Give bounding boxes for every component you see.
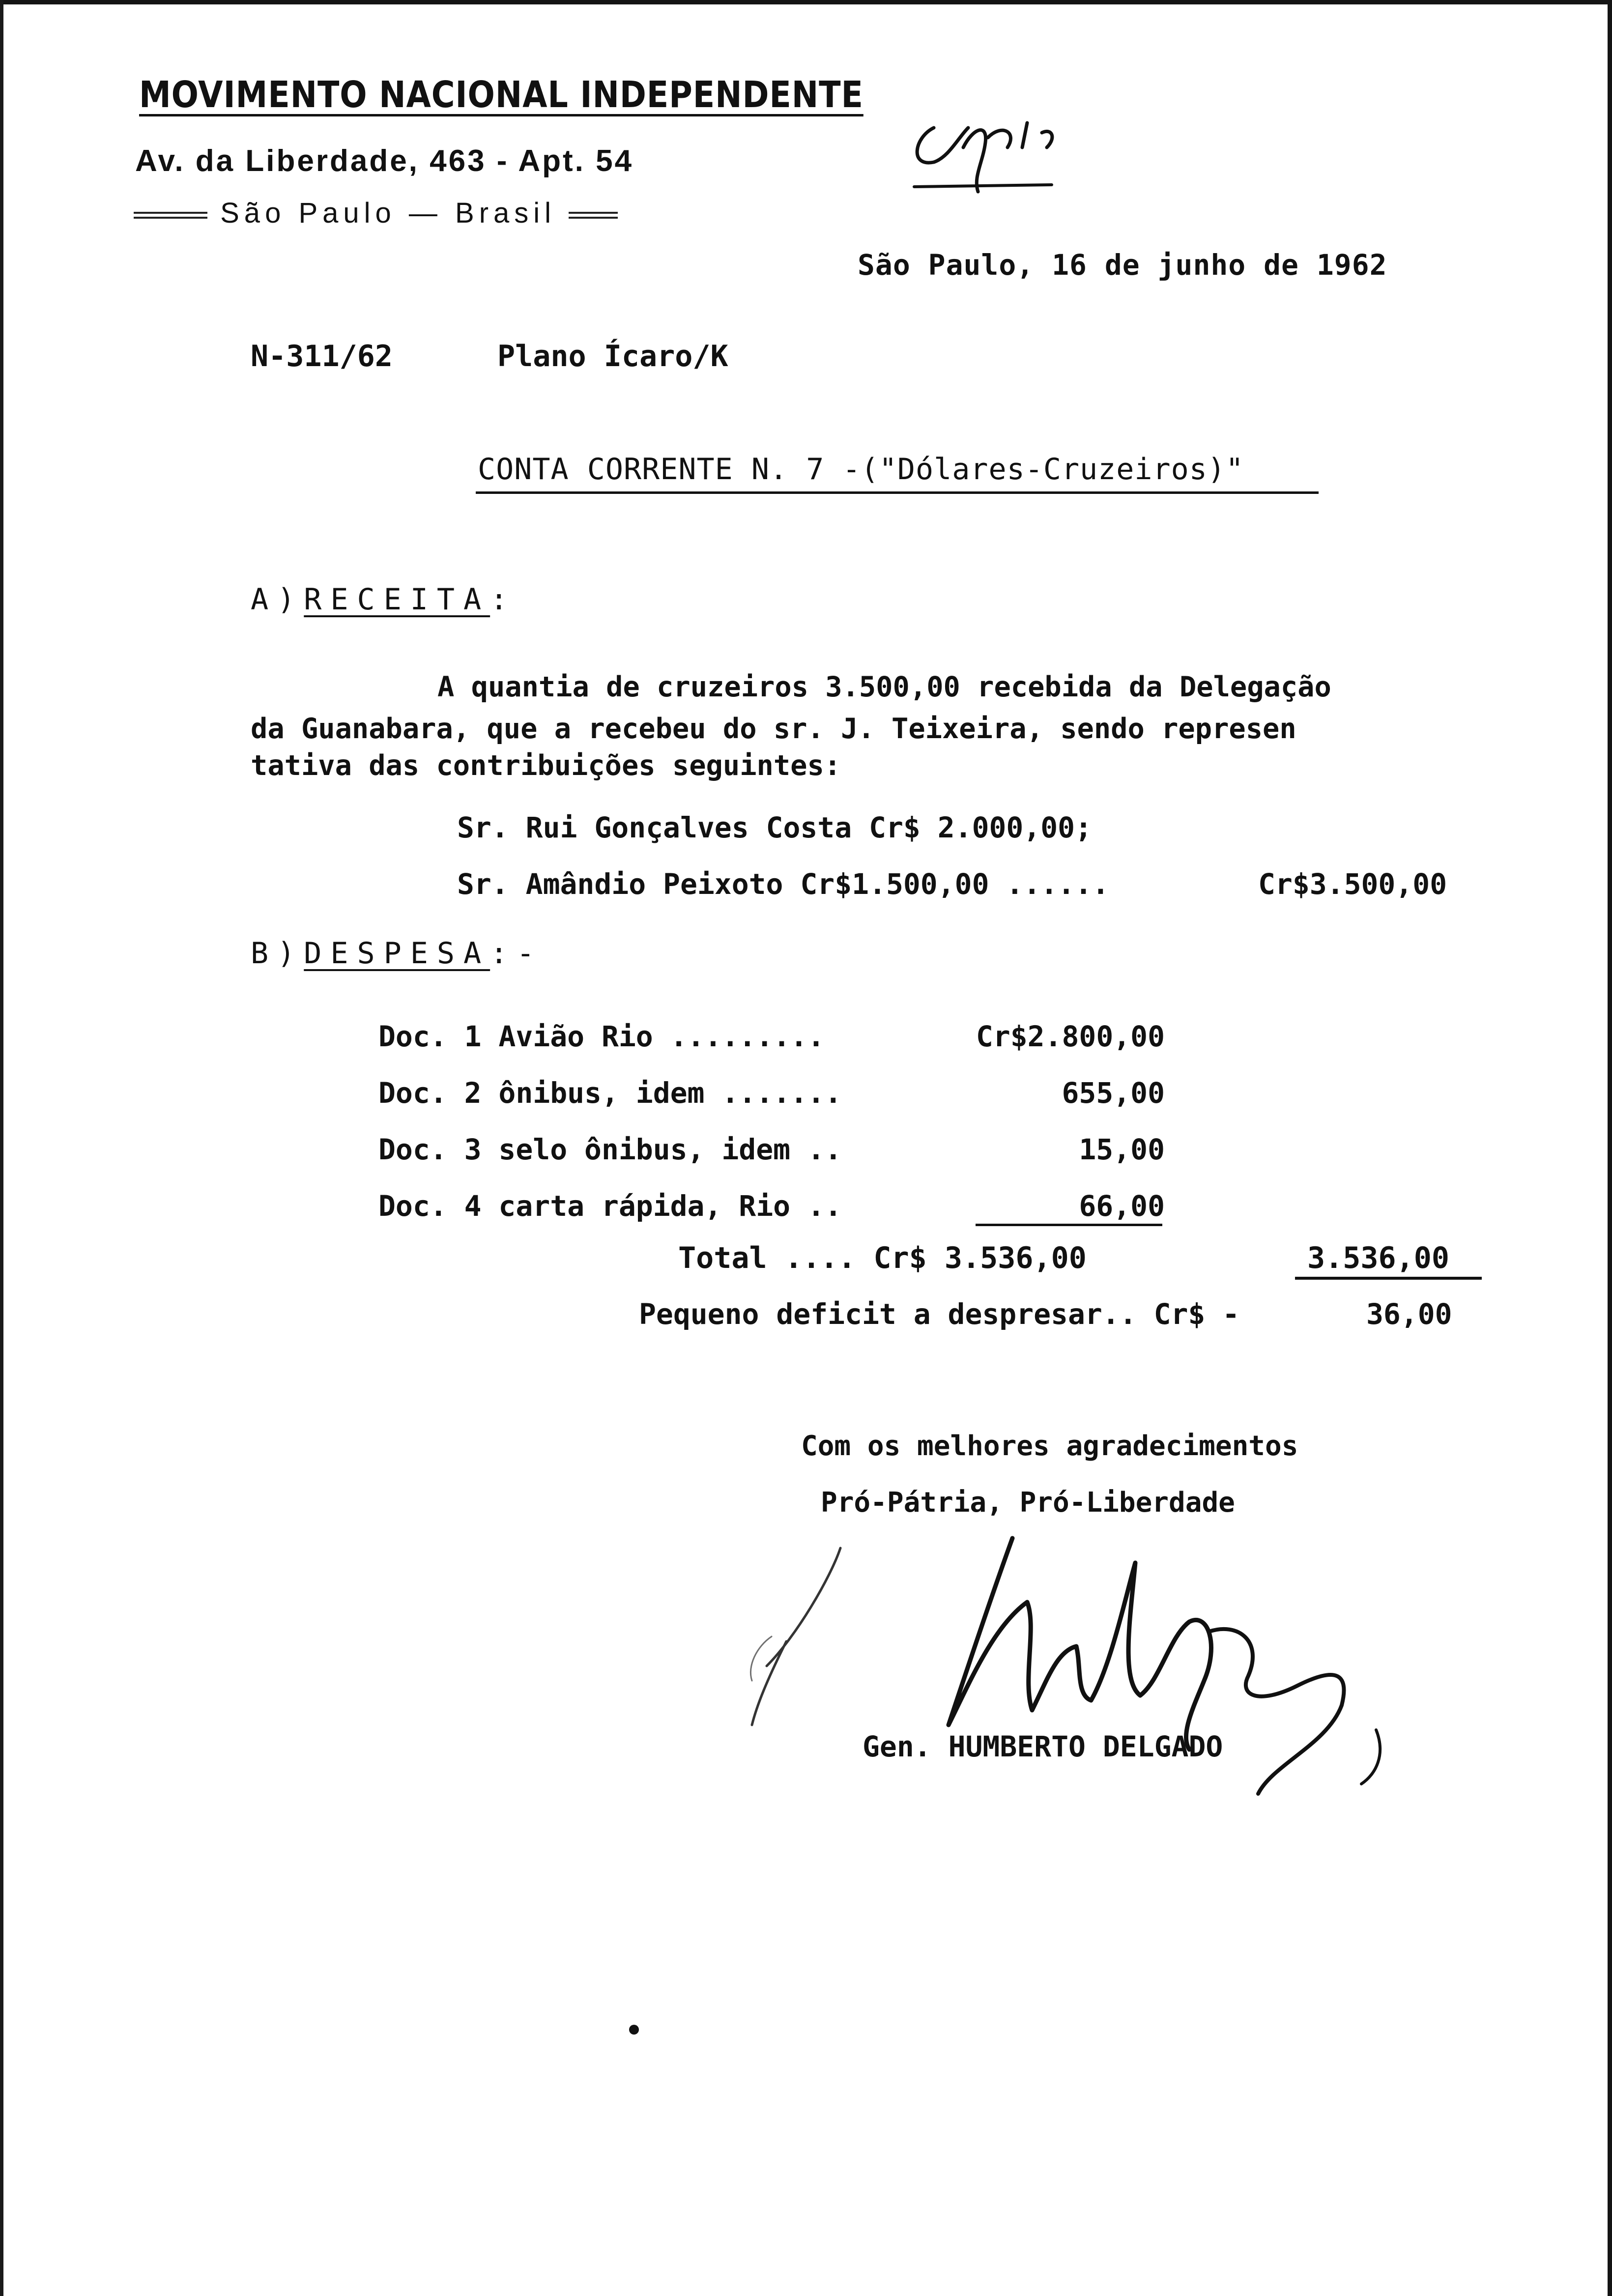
receita-total: Cr$3.500,00 <box>1258 867 1447 901</box>
ink-spot <box>627 2022 641 2037</box>
section-receita-suffix: : <box>490 582 517 617</box>
section-despesa-suffix: :- <box>490 936 544 971</box>
letterhead-rule-left <box>134 209 207 222</box>
expense-amount: 15,00 <box>1079 1133 1165 1166</box>
section-receita-prefix: A) <box>251 582 304 617</box>
section-despesa-title: DESPESA <box>304 936 490 971</box>
contribution-item: Sr. Rui Gonçalves Costa Cr$ 2.000,00; <box>457 811 1093 844</box>
expense-label: Doc. 4 carta rápida, Rio .. <box>378 1189 842 1223</box>
expense-label: Doc. 1 Avião Rio ......... <box>378 1020 825 1053</box>
letterhead-city-text: São Paulo — Brasil <box>220 197 556 229</box>
title-underline <box>476 491 1319 494</box>
section-despesa-heading <box>251 936 543 971</box>
expense-sum-rule <box>976 1224 1162 1226</box>
document-date: São Paulo, 16 de junho de 1962 <box>858 248 1387 282</box>
closing-line: Pró-Pátria, Pró-Liberdade <box>821 1487 1235 1519</box>
deficit-value: 36,00 <box>1366 1297 1452 1331</box>
reference-plan: Plano Ícaro/K <box>497 339 728 373</box>
letterhead-organization: MOVIMENTO NACIONAL INDEPENDENTE <box>139 74 864 116</box>
letterhead-city <box>134 197 618 230</box>
section-receita-title: RECEITA <box>304 582 490 617</box>
expense-label: Doc. 3 selo ônibus, idem .. <box>378 1133 842 1166</box>
letterhead-address: Av. da Liberdade, 463 - Apt. 54 <box>135 144 634 178</box>
signatory-name: Gen. HUMBERTO DELGADO <box>863 1730 1223 1763</box>
expense-label: Doc. 2 ônibus, idem ....... <box>378 1076 842 1110</box>
section-despesa-prefix: B) <box>251 936 304 971</box>
total-double-rule <box>1295 1277 1482 1280</box>
receita-paragraph-line: tativa das contribuições seguintes: <box>251 749 841 782</box>
scan-edge <box>0 0 3 2296</box>
handwritten-copy-mark <box>904 93 1111 201</box>
despesa-total-right: 3.536,00 <box>1307 1241 1449 1275</box>
despesa-total-label: Total .... Cr$ 3.536,00 <box>678 1241 1087 1275</box>
letterhead-rule-right <box>569 209 618 222</box>
expense-amount: Cr$2.800,00 <box>976 1020 1165 1053</box>
expense-amount: 66,00 <box>1079 1189 1165 1223</box>
section-receita-heading <box>251 582 517 617</box>
reference-number: N-311/62 <box>251 339 393 373</box>
document-title: CONTA CORRENTE N. 7 -("Dólares-Cruzeiros)" <box>478 452 1244 487</box>
closing-line: Com os melhores agradecimentos <box>801 1430 1298 1462</box>
receita-paragraph-line: da Guanabara, que a recebeu do sr. J. Teixeira, sendo represen <box>251 713 1296 745</box>
receita-paragraph-line: A quantia de cruzeiros 3.500,00 recebida da Delegação <box>437 671 1331 703</box>
deficit-label: Pequeno deficit a despresar.. Cr$ - <box>639 1297 1240 1331</box>
expense-amount: 655,00 <box>1062 1076 1165 1110</box>
contribution-item: Sr. Amândio Peixoto Cr$1.500,00 ...... <box>457 867 1109 901</box>
